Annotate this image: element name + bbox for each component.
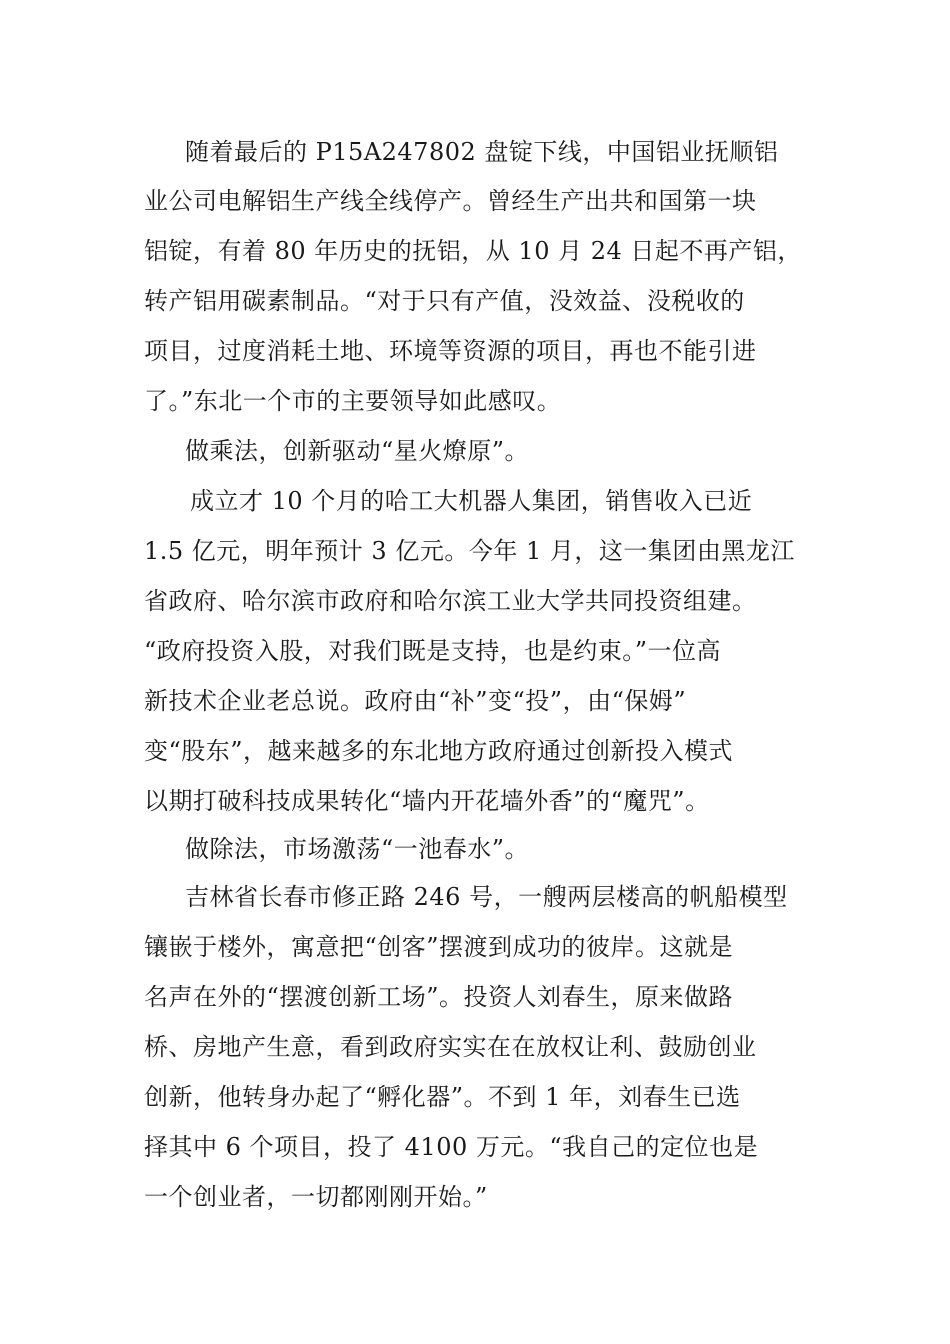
paragraph-5-line-1: 吉林省长春市修正路 246 号，一艘两层楼高的帆船模型 [185, 883, 788, 911]
paragraph-1-line-3: 铝锭，有着 80 年历史的抚铝，从 10 月 24 日起不再产铝， [144, 237, 802, 265]
paragraph-5-line-7: 一个创业者，一切都刚刚开始。” [144, 1183, 488, 1211]
paragraph-5-line-2: 镶嵌于楼外，寓意把“创客”摆渡到成功的彼岸。这就是 [144, 933, 734, 961]
paragraph-4-heading: 做除法，市场激荡“一池春水”。 [185, 835, 530, 863]
paragraph-3-line-5: 新技术企业老总说。政府由“补”变“投”，由“保姆” [144, 687, 687, 715]
paragraph-1-line-5: 项目，过度消耗土地、环境等资源的项目，再也不能引进 [144, 337, 757, 365]
paragraph-1-line-6: 了。”东北一个市的主要领导如此感叹。 [144, 387, 562, 415]
paragraph-1-line-1: 随着最后的 P15A247802 盘锭下线，中国铝业抚顺铝 [185, 138, 779, 166]
paragraph-2-heading: 做乘法，创新驱动“星火燎原”。 [185, 437, 530, 465]
paragraph-1-line-4: 转产铝用碳素制品。“对于只有产值，没效益、没税收的 [144, 287, 745, 315]
paragraph-5-line-5: 创新，他转身办起了“孵化器”。不到 1 年，刘春生已选 [144, 1083, 741, 1111]
paragraph-5-line-6: 择其中 6 个项目，投了 4100 万元。“我自己的定位也是 [144, 1133, 759, 1161]
paragraph-5-line-4: 桥、房地产生意，看到政府实实在在放权让利、鼓励创业 [144, 1033, 757, 1061]
paragraph-3-line-4: “政府投资入股，对我们既是支持，也是约束。”一位高 [144, 637, 722, 665]
paragraph-3-line-7: 以期打破科技成果转化“墙内开花墙外香”的“魔咒”。 [144, 787, 710, 815]
paragraph-3-line-3: 省政府、哈尔滨市政府和哈尔滨工业大学共同投资组建。 [144, 587, 757, 615]
paragraph-5-line-3: 名声在外的“摆渡创新工场”。投资人刘春生，原来做路 [144, 983, 734, 1011]
paragraph-3-line-1: 成立才 10 个月的哈工大机器人集团，销售收入已近 [190, 487, 753, 515]
paragraph-1-line-2: 业公司电解铝生产线全线停产。曾经生产出共和国第一块 [144, 187, 757, 215]
paragraph-3-line-2: 1.5 亿元，明年预计 3 亿元。今年 1 月，这一集团由黑龙江 [144, 537, 795, 565]
paragraph-3-line-6: 变“股东”，越来越多的东北地方政府通过创新投入模式 [144, 737, 734, 765]
